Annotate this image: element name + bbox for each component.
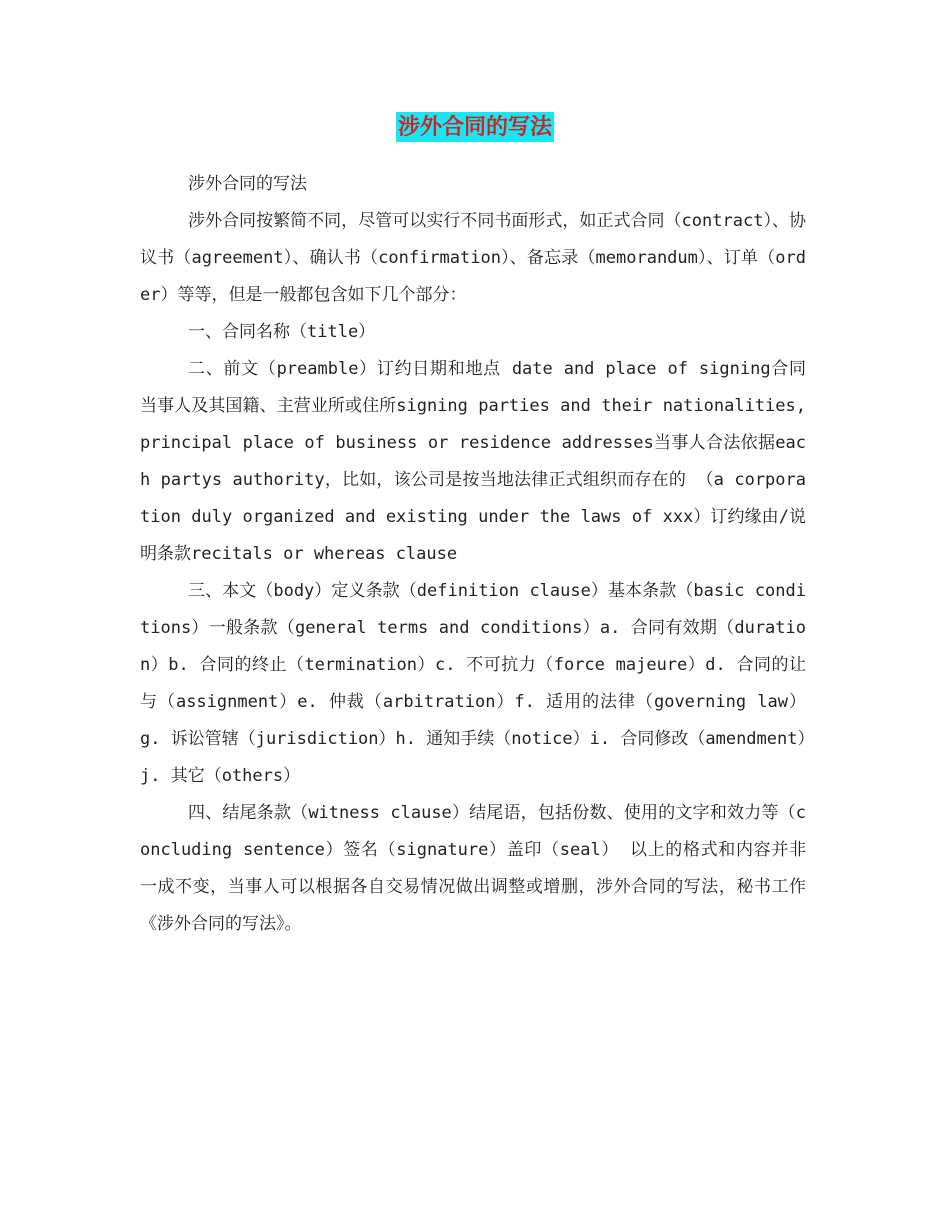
paragraph-intro: 涉外合同按繁简不同，尽管可以实行不同书面形式，如正式合同（contract）、协议书（agreement）、确认书（confirmation）、备忘录（memorandum）、订单（order）等等，但是一般都包含如下几个部分：: [140, 211, 807, 305]
paragraph-section-title: 一、合同名称（title）: [188, 322, 376, 342]
document-title: 涉外合同的写法: [397, 114, 552, 140]
document-body: [140, 166, 806, 943]
paragraph-section-preamble: 二、前文（preamble）订约日期和地点 date and place of signing合同当事人及其国籍、主营业所或住所signing parties and their nationalities, principal place of business or residence addresses当事人合法依据each partys authority，比如，该公司是按当地法律正式组织而存在的 （a corporation duly organized and existing under the laws of xxx）订约缘由/说明条款recitals or whereas clause: [140, 359, 806, 564]
paragraph-section-body: 三、本文（body）定义条款（definition clause）基本条款（basic conditions）一般条款（general terms and conditions）a. 合同有效期（duration）b. 合同的终止（termination）c. 不可抗力（force majeure）d. 合同的让与（assignment）e. 仲裁（arbitration）f. 适用的法律（governing law）g. 诉讼管辖（jurisdiction）h. 通知手续（notice）i. 合同修改（amendment）j. 其它（others）: [140, 581, 806, 786]
paragraph-heading-repeat: 涉外合同的写法: [188, 174, 307, 194]
paragraph-section-witness: 四、结尾条款（witness clause）结尾语，包括份数、使用的文字和效力等（concluding sentence）签名（signature）盖印（seal） 以上的格式和内容并非一成不变，当事人可以根据各自交易情况做出调整或增删，涉外合同的写法，秘书工作《涉外合同的写法》。: [140, 803, 806, 934]
title-container: [0, 112, 950, 142]
